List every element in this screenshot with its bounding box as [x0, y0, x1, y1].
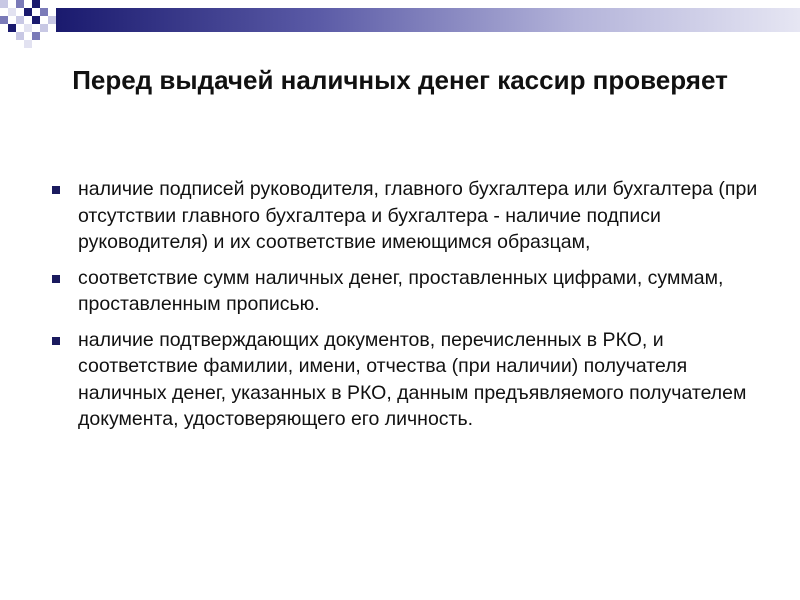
bullet-item-2: [48, 265, 760, 318]
square-bullet-icon: [52, 186, 60, 194]
bullet-item-1: [48, 176, 760, 256]
slide-title: Перед выдачей наличных денег кассир проверяет: [72, 65, 728, 95]
header-gradient-band: [0, 0, 800, 48]
square-bullet-icon: [52, 275, 60, 283]
bullet-list: [48, 176, 760, 442]
square-bullet-icon: [52, 337, 60, 345]
header-decoration: [0, 0, 800, 48]
bullet-text-3: наличие подтверждающих документов, перечисленных в РКО, и соответствие фамилии, имени, отчества (при наличии) получателя наличных денег, указанных в РКО, данным предъявляемого получателем документа, удостоверяющего его личность.: [78, 328, 747, 430]
bullet-item-3: [48, 327, 760, 433]
bullet-text-2: соответствие сумм наличных денег, проставленных цифрами, суммам, проставленным прописью.: [78, 266, 724, 315]
bullet-text-1: наличие подписей руководителя, главного бухгалтера или бухгалтера (при отсутствии главного бухгалтера и бухгалтера - наличие подписи руководителя) и их соответствие имеющимся образцам,: [78, 178, 758, 253]
